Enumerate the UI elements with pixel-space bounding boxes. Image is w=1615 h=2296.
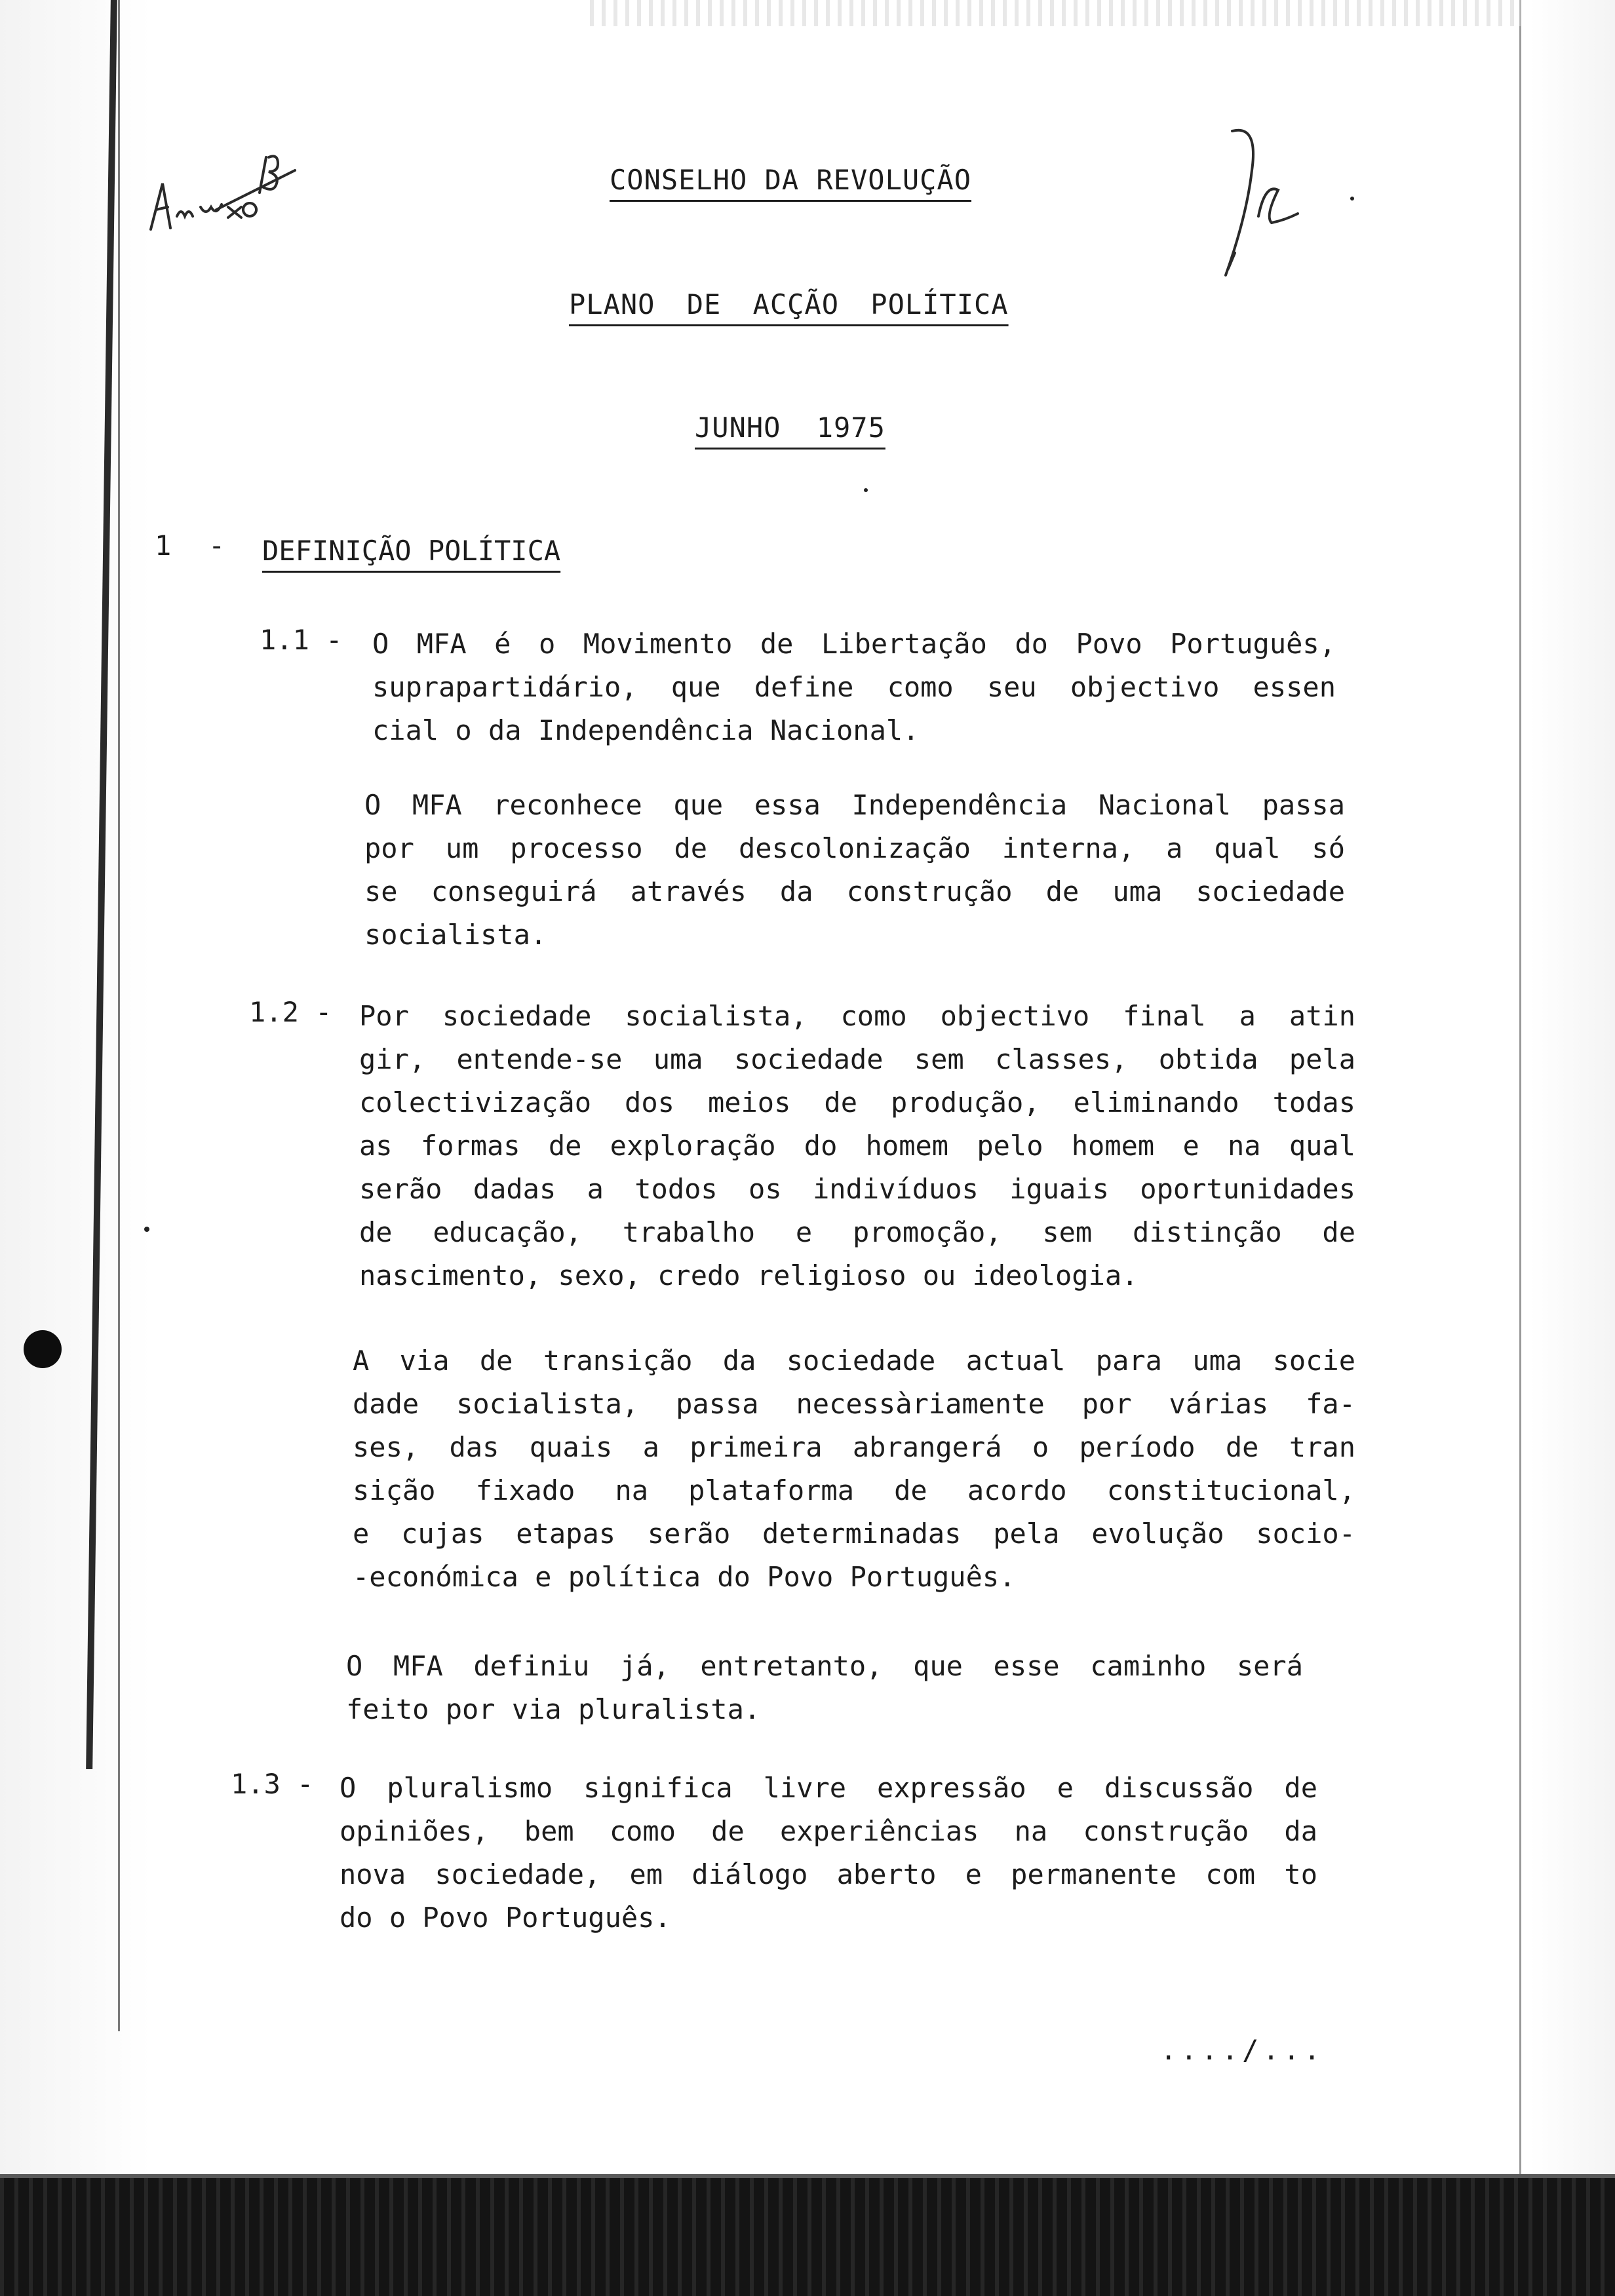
- scan-edge-line-thin: [118, 0, 120, 2031]
- text-line: nascimento, sexo, credo religioso ou ideologia.: [359, 1259, 1138, 1292]
- document-date: JUNHO 1975: [695, 411, 885, 444]
- document-title: PLANO DE ACÇÃO POLÍTICA: [569, 288, 1009, 320]
- text-line: colectivização dos meios de produção, eliminando todas: [359, 1086, 1355, 1119]
- item-number: 1.3 -: [231, 1768, 314, 1800]
- page-continuation: ..../...: [1160, 2034, 1325, 2066]
- text-line: por um processo de descolonização interna, a qual só: [364, 832, 1345, 864]
- text-line: cial o da Independência Nacional.: [372, 714, 920, 746]
- scan-edge-right: [1530, 0, 1615, 2296]
- text-line: O MFA definiu já, entretanto, que esse caminho será: [346, 1650, 1303, 1682]
- stray-mark: [864, 488, 868, 492]
- text-line: Por sociedade socialista, como objectivo final a atin: [359, 1000, 1355, 1032]
- stray-mark: [144, 1227, 149, 1232]
- scan-bottom-band: [0, 2174, 1615, 2296]
- text-line: opiniões, bem como de experiências na construção da: [340, 1815, 1317, 1847]
- text-line: O pluralismo significa livre expressão e discussão de: [340, 1772, 1317, 1804]
- text-line: O MFA é o Movimento de Libertação do Povo Português,: [372, 628, 1336, 660]
- scan-edge-right-line: [1519, 0, 1521, 2215]
- document-organ: CONSELHO DA REVOLUÇÃO: [610, 164, 972, 196]
- text-line: do o Povo Português.: [340, 1902, 671, 1934]
- scan-bottom-band-line: [0, 2174, 1615, 2178]
- text-line: A via de transição da sociedade actual para uma socie: [353, 1345, 1355, 1377]
- item-number: 1.1 -: [260, 624, 343, 656]
- paragraph: [372, 622, 1336, 752]
- item-number: 1.2 -: [249, 996, 332, 1028]
- text-line: dade socialista, passa necessàriamente por várias fa-: [353, 1388, 1355, 1420]
- section-separator: -: [208, 529, 225, 562]
- text-line: ses, das quais a primeira abrangerá o período de tran: [353, 1431, 1355, 1463]
- text-line: gir, entende-se uma sociedade sem classes, obtida pela: [359, 1043, 1355, 1075]
- paragraph: [346, 1645, 1303, 1731]
- scan-top-noise: [590, 0, 1521, 26]
- text-line: O MFA reconhece que essa Independência Nacional passa: [364, 789, 1345, 821]
- text-line: -económica e política do Povo Português.: [353, 1561, 1016, 1593]
- text-line: socialista.: [364, 919, 547, 951]
- section-number: 1: [155, 529, 172, 562]
- text-line: e cujas etapas serão determinadas pela evolução socio-: [353, 1518, 1355, 1550]
- paragraph: [340, 1767, 1317, 1940]
- stray-mark: [1350, 197, 1354, 201]
- text-line: feito por via pluralista.: [346, 1693, 761, 1725]
- text-line: sição fixado na plataforma de acordo constitucional,: [353, 1474, 1355, 1506]
- punch-hole: [24, 1330, 62, 1368]
- text-line: se conseguirá através da construção de uma sociedade: [364, 875, 1345, 908]
- text-line: nova sociedade, em diálogo aberto e permanente com to: [340, 1858, 1317, 1890]
- text-line: suprapartidário, que define como seu objectivo essen: [372, 671, 1336, 703]
- paragraph: [359, 995, 1355, 1297]
- text-line: de educação, trabalho e promoção, sem distinção de: [359, 1216, 1355, 1248]
- paragraph: [364, 784, 1345, 957]
- section-title: DEFINIÇÃO POLÍTICA: [262, 535, 561, 567]
- paragraph: [353, 1339, 1355, 1599]
- scan-edge-left: [0, 0, 151, 2296]
- text-line: as formas de exploração do homem pelo homem e na qual: [359, 1130, 1355, 1162]
- text-line: serão dadas a todos os indivíduos iguais oportunidades: [359, 1173, 1355, 1205]
- handwritten-initials: [1206, 118, 1324, 288]
- handwritten-annexo-b: [144, 144, 308, 242]
